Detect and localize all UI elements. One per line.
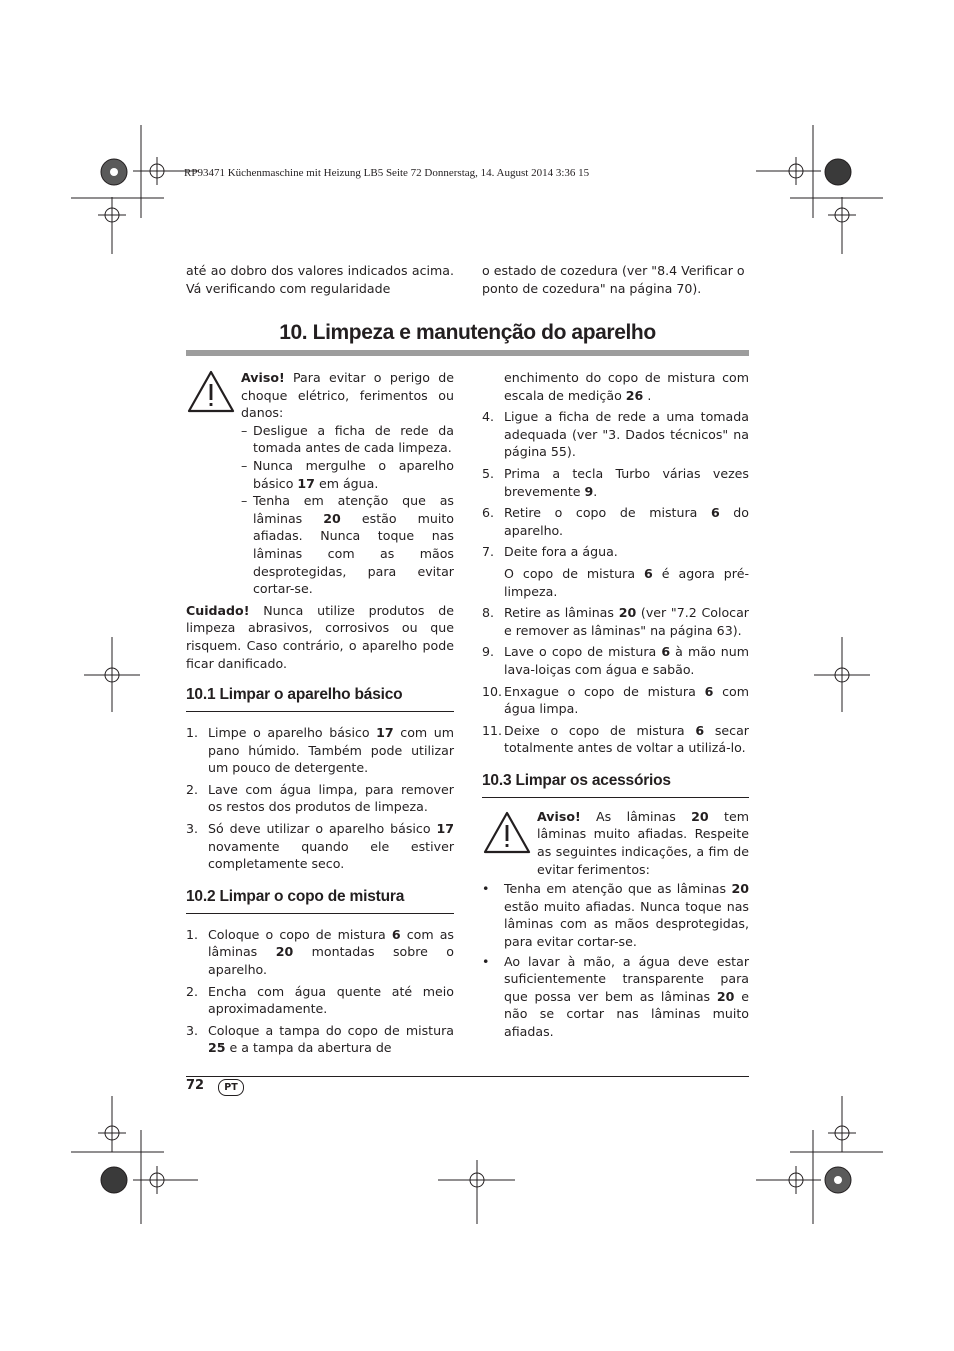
list-item: 3. Coloque a tampa do copo de mistura 25 e a tampa da abertura de: [186, 1022, 454, 1056]
bullet: •: [482, 953, 490, 969]
warning-block-1: [186, 369, 454, 598]
list-item: 2. Encha com água quente até meio aproximadamente.: [186, 983, 454, 1017]
list-item: 1. Coloque o copo de mistura 6 com as lâminas 20 montadas sobre o aparelho.: [186, 926, 455, 978]
right-column: [482, 369, 749, 1041]
list-item: 7. Deite fora a água.: [482, 544, 618, 560]
section-10-1-list: [186, 724, 454, 873]
list-item: 9. Lave o copo de mistura 6 à mão num lava-loiças com água e sabão.: [482, 644, 749, 677]
main-heading: 10. Limpeza e manutenção do aparelho: [279, 321, 656, 344]
section-10-2-list-continued: [482, 369, 749, 757]
warning-1-label: Aviso!: [241, 370, 285, 385]
warning-triangle-icon: [482, 810, 532, 854]
language-badge: PT: [218, 1079, 244, 1096]
list-item: 6. Retire o copo de mistura 6 do aparelho.: [482, 505, 750, 538]
list-item: 2. Lave com água limpa, para remover os restos dos produtos de limpeza.: [186, 781, 454, 815]
page-number: 72: [186, 1078, 205, 1093]
bullet: •: [482, 881, 490, 897]
caution-label: Cuidado!: [186, 602, 250, 618]
warning-triangle-icon: [186, 369, 236, 413]
list-item: 11. Deixe o copo de mistura 6 secar totalmente antes de voltar a utilizá-lo.: [482, 722, 749, 756]
section-10-1-heading: 10.1 Limpar o aparelho básico: [186, 685, 454, 712]
list-item: – Tenha em atenção que as lâminas 20 estão muito afiadas. Nunca toque nas lâminas com as mãos desprotegidas, para evitar cortar-se.: [241, 493, 454, 597]
list-item: 10. Enxague o copo de mistura 6 com água limpa.: [482, 683, 749, 717]
section-10-3-bullets: [482, 880, 749, 1040]
warning-1-body: [241, 369, 454, 598]
top-left-paragraph: até ao dobro dos valores indicados acima. Vá verificando com regularidade: [186, 263, 454, 296]
list-item: 4. Ligue a ficha de rede a uma tomada adequada (ver "3. Dados técnicos" na página 55).: [482, 409, 749, 460]
list-item: • Tenha em atenção que as lâminas 20 estão muito afiadas. Nunca toque nas lâminas com as mãos desprotegidas, para evitar cortar-se.: [482, 881, 749, 950]
list-item: 3. Só deve utilizar o aparelho básico 17 novamente quando ele estiver completamente seco.: [186, 821, 454, 872]
section-10-2-list: [186, 926, 454, 1057]
list-item: – Desligue a ficha de rede da tomada antes de cada limpeza.: [241, 422, 454, 456]
warning-block-2: [482, 808, 749, 878]
list-item: 8. Retire as lâminas 20 (ver "7.2 Colocar e remover as lâminas" na página 63).: [482, 605, 749, 638]
list-item: • Ao lavar à mão, a água deve estar suficientemente transparente para que possa ver bem as lâminas 20 e não se cortar nas lâminas muito afiadas.: [482, 953, 749, 1039]
footer-rule: [186, 1076, 749, 1077]
warning-2-body: Aviso! As lâminas 20 tem lâminas muito afiadas. Respeite as seguintes indicações, a fim de evitar ferimentos:: [537, 808, 749, 877]
top-right-paragraph: o estado de cozedura (ver "8.4 Verificar o ponto de cozedura" na página 70).: [482, 263, 745, 296]
dash: –: [241, 422, 248, 438]
list-item: O copo de mistura 6 é agora pré-limpeza.: [504, 565, 749, 599]
dash: –: [241, 457, 248, 473]
left-column: [186, 369, 454, 1057]
print-slug: RP93471 Küchenmaschine mit Heizung LB5 Seite 72 Donnerstag, 14. August 2014 3:36 15: [184, 167, 590, 179]
warning-1-text: Para evitar o perigo de choque elétrico, ferimentos ou danos:: [241, 370, 454, 421]
warning-2-label: Aviso!: [537, 808, 581, 824]
section-10-3-heading: 10.3 Limpar os acessórios: [482, 771, 749, 798]
section-10-2-heading: 10.2 Limpar o copo de mistura: [186, 887, 454, 914]
heading-rule: [186, 350, 749, 356]
caution-paragraph: Cuidado! Nunca utilize produtos de limpeza abrasivos, corrosivos ou que risquem. Caso contrário, o aparelho pode ficar danificado.: [186, 602, 454, 671]
dash: –: [241, 493, 248, 509]
warning-1-list: [241, 422, 454, 598]
list-item: 5. Prima a tecla Turbo várias vezes brevemente 9.: [482, 465, 749, 499]
list-item: enchimento do copo de mistura com escala de medição 26 .: [504, 370, 749, 403]
list-item: 1. Limpe o aparelho básico 17 com um pano húmido. Também pode utilizar um pouco de detergente.: [186, 725, 454, 776]
list-item: – Nunca mergulhe o aparelho básico 17 em água.: [241, 457, 454, 491]
